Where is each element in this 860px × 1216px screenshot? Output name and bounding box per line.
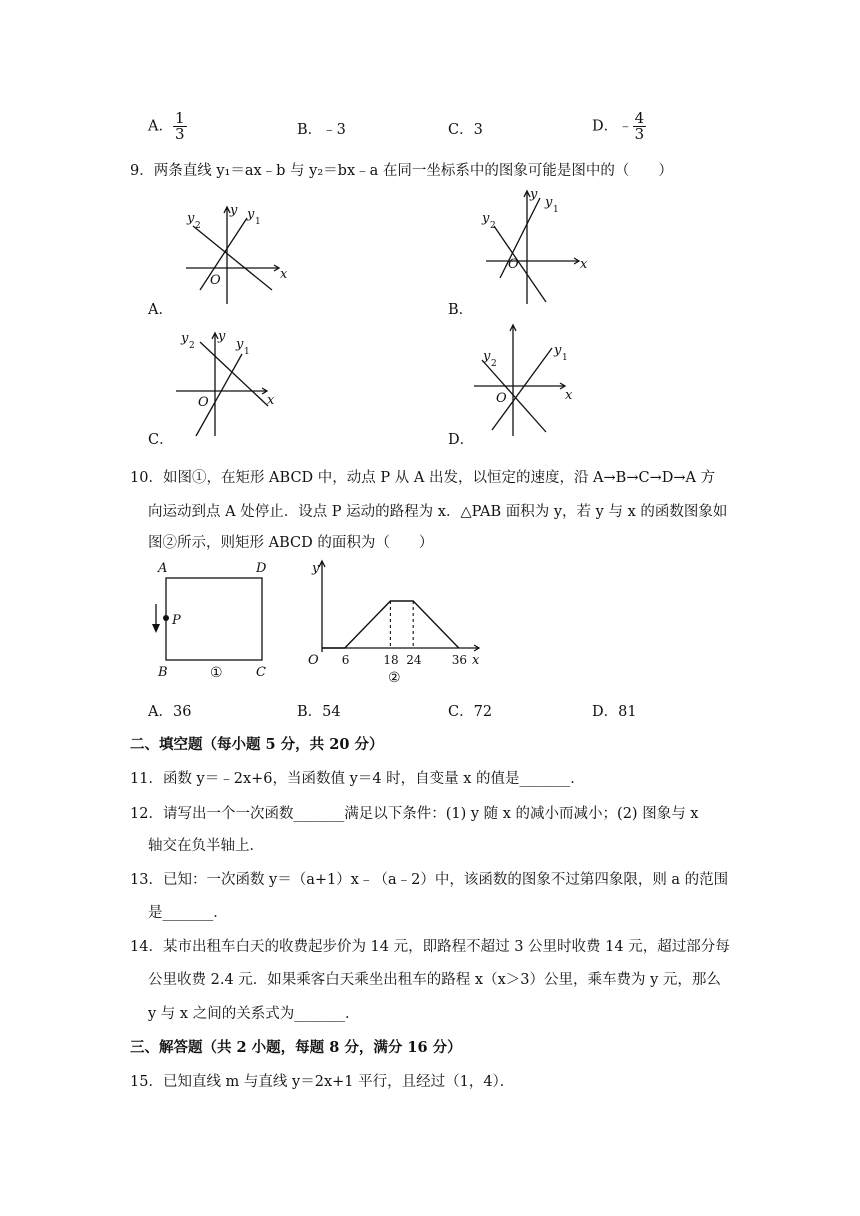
section-solve-title: 三、解答题（共 2 小题，每题 8 分，满分 16 分） — [130, 1039, 462, 1056]
q10-option-d: D．81 — [592, 704, 637, 720]
q10-option-a: A．36 — [148, 704, 192, 720]
q9-stem: 9．两条直线 y₁＝ax﹣b 与 y₂＝bx﹣a 在同一坐标系中的图象可能是图中的（ ） — [130, 163, 673, 179]
fraction-four-thirds — [633, 111, 647, 142]
q8-option-c: C．3 — [448, 122, 483, 138]
option-label: A． — [148, 118, 173, 135]
svg-text:C: C — [256, 665, 266, 680]
svg-text:1: 1 — [562, 353, 568, 363]
origin-label: O — [308, 653, 319, 668]
q10-stem-line1: 10．如图①，在矩形 ABCD 中，动点 P 从 A 出发，以恒定的速度，沿 A→B→C→D→A 方 — [130, 470, 716, 486]
q10-stem-line3: 图②所示，则矩形 ABCD 的面积为（ ） — [148, 535, 434, 551]
svg-text:A: A — [158, 561, 168, 576]
q14-stem-line1: 14．某市出租车白天的收费起步价为 14 元，即路程不超过 3 公里时收费 14 元，超过部分每 — [130, 939, 730, 955]
point-p — [163, 615, 169, 621]
svg-text:y: y — [230, 203, 238, 218]
tick-label-24: 24 — [406, 653, 422, 667]
q9-graph-c — [172, 324, 282, 440]
q9-label-d: D． — [448, 432, 475, 448]
section-fill-in-title: 二、填空题（每小题 5 分，共 20 分） — [130, 736, 384, 753]
option-label: D．﹣ — [592, 118, 633, 135]
q9-graph-b — [480, 186, 590, 306]
q9-label-b: B． — [448, 302, 474, 318]
q14-stem-line2: 公里收费 2.4 元．如果乘客白天乘坐出租车的路程 x（x＞3）公里，乘车费为 y 元，那么 — [148, 972, 721, 988]
svg-text:y: y — [545, 195, 553, 210]
svg-text:y: y — [482, 211, 490, 226]
svg-text:O: O — [210, 273, 221, 288]
svg-text:O: O — [198, 395, 209, 410]
svg-text:y: y — [554, 343, 562, 358]
arrow-head — [152, 624, 160, 633]
svg-text:y: y — [483, 349, 491, 364]
q9-graph-d — [470, 320, 584, 442]
svg-text:O: O — [496, 391, 507, 406]
q8-option-a — [148, 111, 187, 142]
q15-stem: 15．已知直线 m 与直线 y＝2x+1 平行，且经过（1，4）． — [130, 1074, 515, 1090]
svg-text:y: y — [187, 211, 195, 226]
q12-stem-line1: 12．请写出一个一次函数_______满足以下条件：(1) y 随 x 的减小而减小；(2) 图象与 x — [130, 806, 699, 822]
svg-text:x: x — [267, 393, 275, 408]
svg-text:1: 1 — [553, 205, 559, 215]
svg-text:2: 2 — [195, 221, 201, 231]
denominator: 3 — [634, 125, 645, 143]
x-axis-label: x — [472, 653, 480, 668]
q10-figure-rectangle — [146, 558, 286, 684]
tick-label-6: 6 — [341, 653, 350, 667]
q8-option-d — [592, 111, 646, 142]
q14-stem-line3: y 与 x 之间的关系式为_______． — [148, 1006, 360, 1022]
svg-text:2: 2 — [189, 341, 195, 351]
numerator: 4 — [634, 109, 645, 127]
svg-text:y: y — [247, 207, 255, 222]
svg-text:O: O — [508, 257, 519, 272]
svg-text:D: D — [256, 561, 267, 576]
q13-stem-line2: 是_______． — [148, 905, 228, 921]
numerator: 1 — [174, 109, 185, 127]
q10-stem-line2: 向运动到点 A 处停止．设点 P 运动的路程为 x．△PAB 面积为 y，若 y 与 x 的函数图象如 — [148, 504, 728, 520]
q9-graph-a — [180, 198, 290, 308]
svg-text:y: y — [181, 331, 189, 346]
svg-text:y: y — [236, 337, 244, 352]
y-axis-label: y — [312, 561, 320, 576]
tick-label-18: 18 — [383, 653, 399, 667]
svg-text:y: y — [530, 187, 538, 202]
q10-option-c: C．72 — [448, 704, 493, 720]
fraction-one-third — [173, 111, 187, 142]
q11-stem: 11．函数 y＝﹣2x+6，当函数值 y＝4 时，自变量 x 的值是_______． — [130, 771, 585, 787]
svg-text:①: ① — [210, 665, 223, 681]
denominator: 3 — [174, 125, 185, 143]
svg-text:x: x — [280, 267, 288, 282]
q9-label-c: C． — [148, 432, 174, 448]
svg-text:2: 2 — [491, 359, 497, 369]
svg-text:1: 1 — [255, 217, 261, 227]
q12-stem-line2: 轴交在负半轴上． — [148, 838, 264, 854]
svg-text:y: y — [218, 329, 226, 344]
q13-stem-line1: 13．已知：一次函数 y＝（a+1）x﹣（a﹣2）中，该函数的图象不过第四象限，则 a 的范围 — [130, 872, 729, 888]
svg-text:1: 1 — [244, 347, 250, 357]
svg-text:x: x — [565, 388, 573, 403]
svg-text:P: P — [172, 613, 181, 628]
tick-label-36: 36 — [451, 653, 468, 667]
q9-label-a: A． — [148, 302, 173, 318]
svg-text:x: x — [580, 257, 588, 272]
svg-text:2: 2 — [490, 221, 496, 231]
figure-caption: ② — [388, 670, 401, 686]
q10-figure-graph — [300, 556, 490, 686]
q10-option-b: B．54 — [297, 704, 341, 720]
q8-option-b: B．﹣3 — [297, 122, 346, 138]
svg-text:B: B — [158, 665, 168, 680]
